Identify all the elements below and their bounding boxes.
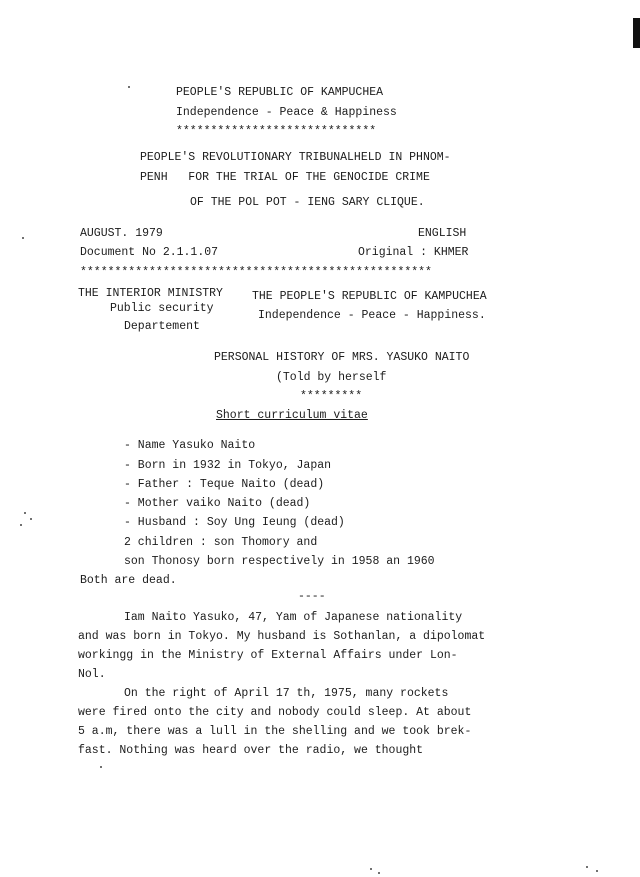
scan-speck <box>100 766 102 768</box>
right-republic: THE PEOPLE'S REPUBLIC OF KAMPUCHEA <box>252 290 487 303</box>
body-p2-line: were fired onto the city and nobody could sleep. At about <box>78 706 472 719</box>
scan-speck <box>128 86 130 88</box>
document-number: Document No 2.1.1.07 <box>80 246 219 259</box>
body-p2-line: On the right of April 17 th, 1975, many rockets <box>124 687 449 700</box>
scan-edge-mark <box>633 18 640 48</box>
ministry-line-3: Departement <box>124 320 200 333</box>
section-heading: Short curriculum vitae <box>216 409 368 422</box>
body-p1-line: Nol. <box>78 668 106 681</box>
body-p2-line: 5 a.m, there was a lull in the shelling and we took brek- <box>78 725 472 738</box>
history-subtitle: (Told by herself <box>276 371 387 384</box>
cv-divider: ---- <box>298 590 326 603</box>
tribunal-line-2: PENH FOR THE TRIAL OF THE GENOCIDE CRIME <box>140 171 430 184</box>
body-p2-line: fast. Nothing was heard over the radio, we thought <box>78 744 424 757</box>
history-title: PERSONAL HISTORY OF MRS. YASUKO NAITO <box>214 351 470 364</box>
body-p1-line: and was born in Tokyo. My husband is Sothanlan, a dipolomat <box>78 630 486 643</box>
document-date: AUGUST. 1979 <box>80 227 163 240</box>
cv-item: - Born in 1932 in Tokyo, Japan <box>124 459 332 472</box>
right-motto: Independence - Peace - Happiness. <box>258 309 486 322</box>
children-line-3: Both are dead. <box>80 574 177 587</box>
scan-speck <box>370 868 372 870</box>
scan-speck <box>24 512 26 514</box>
tribunal-line-1: PEOPLE'S REVOLUTIONARY TRIBUNALHELD IN PHNOM- <box>140 151 451 164</box>
cv-item: - Father : Teque Naito (dead) <box>124 478 325 491</box>
scan-speck <box>22 237 24 239</box>
cv-item: - Mother vaiko Naito (dead) <box>124 497 311 510</box>
children-line-1: 2 children : son Thomory and <box>124 536 318 549</box>
header-motto: Independence - Peace & Happiness <box>176 106 397 119</box>
header-republic: PEOPLE'S REPUBLIC OF KAMPUCHEA <box>176 86 384 99</box>
body-p1-line: Iam Naito Yasuko, 47, Yam of Japanese nationality <box>124 611 463 624</box>
tribunal-line-3: OF THE POL POT - IENG SARY CLIQUE. <box>190 196 425 209</box>
children-line-2: son Thonosy born respectively in 1958 an 1960 <box>124 555 435 568</box>
cv-item: - Husband : Soy Ung Ieung (dead) <box>124 516 345 529</box>
scan-speck <box>30 518 32 520</box>
document-original: Original : KHMER <box>358 246 469 259</box>
header-stars: ***************************** <box>176 125 377 138</box>
title-stars: ********* <box>300 390 363 403</box>
scan-speck <box>378 872 380 874</box>
meta-separator: *************************************************** <box>80 266 432 279</box>
cv-item: - Name Yasuko Naito <box>124 439 256 452</box>
body-p1-line: workingg in the Ministry of External Affairs under Lon- <box>78 649 458 662</box>
ministry-line-1: THE INTERIOR MINISTRY <box>78 287 223 300</box>
document-language: ENGLISH <box>418 227 467 240</box>
ministry-line-2: Public security <box>110 302 214 315</box>
scan-speck <box>20 524 22 526</box>
scan-speck <box>586 866 588 868</box>
scan-speck <box>596 870 598 872</box>
